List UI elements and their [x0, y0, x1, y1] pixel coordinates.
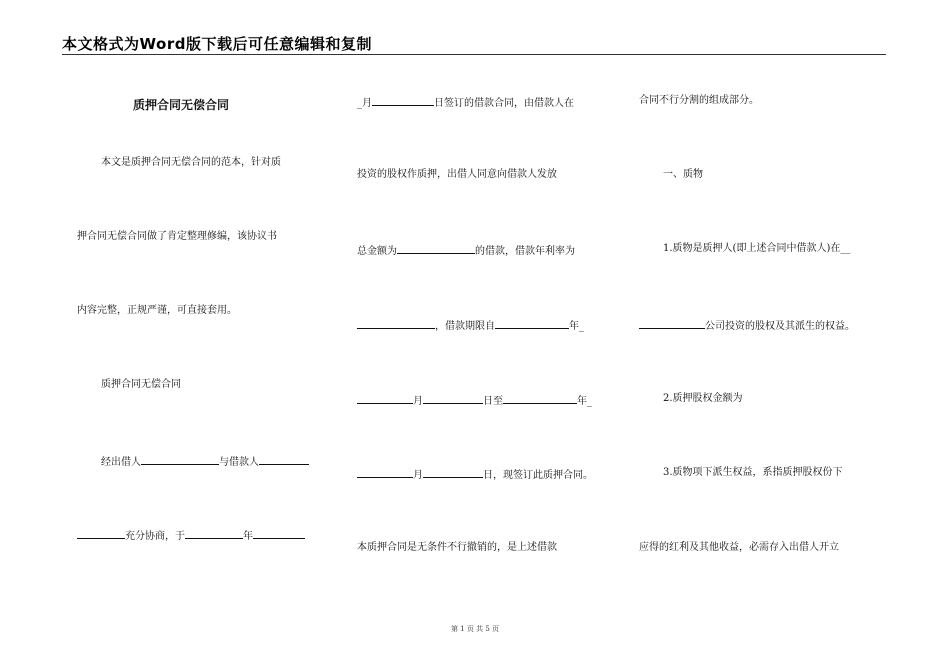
col3-line-3: 1.质物是质押人(即上述合同中借款人)在__ — [663, 243, 851, 254]
col3-line-7: 应得的红利及其他收益，必需存入出借人开立 — [639, 542, 839, 553]
text-segment: 充分协商，于 — [125, 531, 185, 542]
text-segment: 的借款，借款年利率为 — [475, 246, 575, 257]
lender-blank — [141, 454, 219, 465]
blank — [639, 318, 705, 329]
col2-line-6 — [357, 467, 593, 482]
blank — [357, 393, 413, 404]
blank — [503, 393, 577, 404]
blank — [357, 318, 435, 329]
col3-line-2: 一、质物 — [663, 169, 703, 180]
blank — [357, 467, 413, 478]
text-segment: 公司投资的股权及其派生的权益。 — [705, 321, 855, 332]
document-title: 质押合同无偿合同 — [133, 98, 230, 112]
col3-line-5: 2.质押股权金额为 — [663, 393, 743, 404]
blank — [185, 528, 243, 539]
text-segment: 月 — [413, 470, 423, 481]
text-segment: ，借款期限自 — [435, 321, 495, 332]
col2-line-7: 本质押合同是无条件不行撤销的，是上述借款 — [357, 542, 557, 553]
text-segment: 年_ — [569, 321, 584, 332]
col1-line-1: 本文是质押合同无偿合同的范本，针对质 — [101, 157, 281, 168]
blank — [423, 393, 483, 404]
text-segment: 年 — [243, 531, 253, 542]
text-segment: 日，现签订此质押合同。 — [483, 470, 593, 481]
text-segment: 总金额为 — [357, 246, 397, 257]
col2-line-3 — [357, 243, 575, 258]
col2-line-4 — [357, 318, 584, 333]
col1-line-3: 内容完整，正规严谨，可直接套用。 — [77, 305, 237, 316]
blank — [77, 528, 125, 539]
col1-line-2: 押合同无偿合同做了肯定整理修编，该协议书 — [77, 231, 277, 242]
col2-line-5 — [357, 393, 592, 408]
col3-line-6: 3.质物项下派生权益，系指质押股权份下 — [663, 467, 843, 478]
col3-line-1: 合同不行分割的组成部分。 — [639, 95, 759, 106]
blank — [253, 528, 305, 539]
col2-line-2: 投资的股权作质押，出借人同意向借款人发放 — [357, 169, 557, 180]
page-number: 第 1 页 共 5 页 — [450, 625, 500, 633]
blank — [372, 95, 434, 106]
col2-line-1 — [357, 95, 574, 110]
borrower-label: 与借款人 — [219, 457, 259, 468]
blank — [495, 318, 569, 329]
blank — [423, 467, 483, 478]
col1-line-4: 质押合同无偿合同 — [101, 379, 181, 390]
text-segment: _月 — [357, 98, 372, 109]
col3-line-4 — [639, 318, 855, 333]
borrower-blank — [259, 454, 309, 465]
text-segment: 日签订的借款合同，由借款人在 — [434, 98, 574, 109]
text-segment: 日至 — [483, 396, 503, 407]
header-divider — [62, 54, 886, 55]
text-segment: 月 — [413, 396, 423, 407]
header-title: 本文格式为Word版下载后可任意编辑和复制 — [62, 35, 372, 53]
blank — [397, 243, 475, 254]
text-segment: 年_ — [577, 396, 592, 407]
col1-line-6 — [77, 528, 305, 543]
col1-line-5 — [101, 454, 309, 469]
lender-label: 经出借人 — [101, 457, 141, 468]
